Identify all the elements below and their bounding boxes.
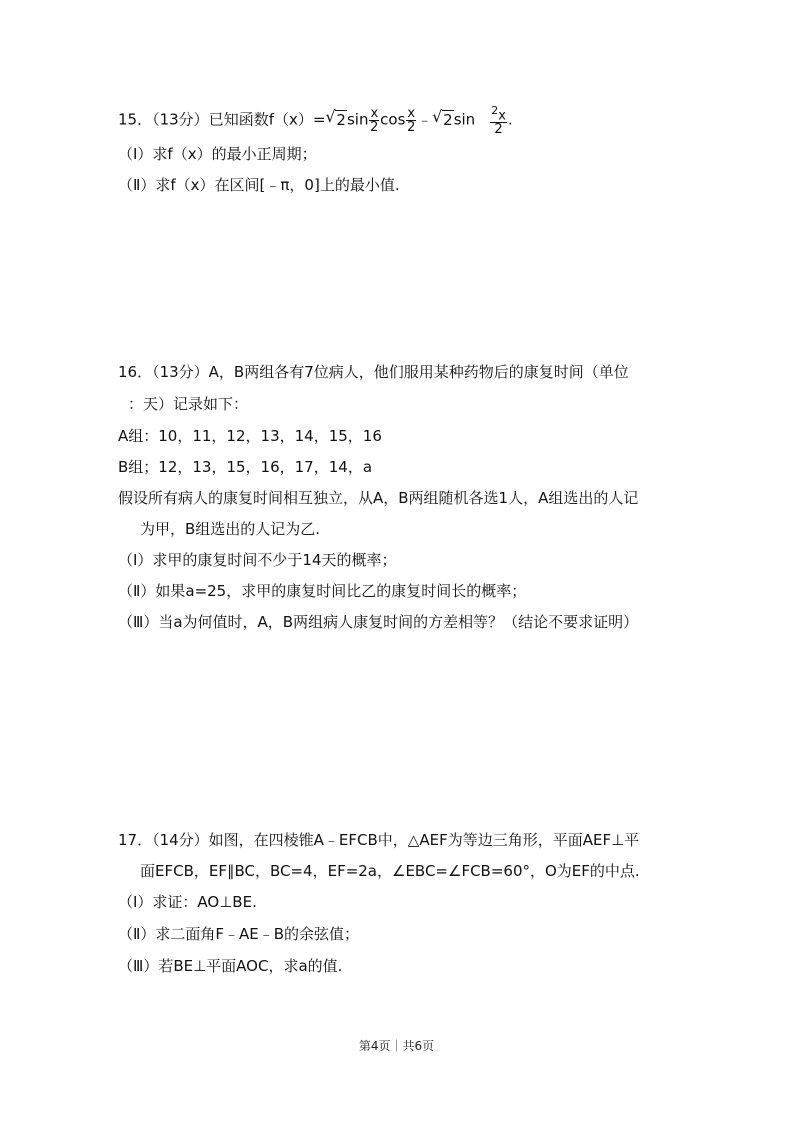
q16-part2: （Ⅱ）如果a=25，求甲的康复时间比乙的康复时间长的概率； bbox=[118, 582, 527, 600]
fraction-x-over-2-c: $\frac{^2x}{2}$ bbox=[491, 104, 506, 138]
q15-stem bbox=[118, 104, 513, 136]
fraction-x-over-2-a: $\frac{x}{2}$ bbox=[370, 105, 379, 135]
q17-part3: （Ⅲ）若BE⊥平面AOC，求a的值. bbox=[118, 957, 343, 975]
q15-intro: 已知函数f（x）= bbox=[208, 110, 326, 129]
q16-assume1: 假设所有病人的康复时间相互独立，从A，B两组随机各选1人，A组选出的人记 bbox=[118, 489, 639, 507]
q15-number: 15． bbox=[118, 110, 153, 129]
q16-line1: 16．（13分）A，B两组各有7位病人，他们服用某种药物后的康复时间（单位 bbox=[118, 363, 629, 381]
sqrt-2-b: √ 2 bbox=[432, 106, 453, 129]
sin-b: sin bbox=[453, 110, 476, 129]
q16-line2: ：天）记录如下： bbox=[128, 395, 249, 413]
sin-a: sin bbox=[346, 110, 369, 129]
sqrt-2-a: √ 2 bbox=[325, 106, 346, 129]
q15-part2: （Ⅱ）求f（x）在区间[﹣π，0]上的最小值. bbox=[118, 176, 400, 194]
q15-score: （13分） bbox=[152, 110, 209, 129]
q17-part1: （Ⅰ）求证：AO⊥BE. bbox=[118, 893, 257, 911]
q17-part2: （Ⅱ）求二面角F﹣AE﹣B的余弦值； bbox=[118, 925, 360, 943]
q16-assume2: 为甲，B组选出的人记为乙. bbox=[140, 520, 321, 538]
minus-sign: ﹣ bbox=[417, 110, 433, 129]
q15-end: . bbox=[507, 110, 513, 129]
q16-groupB: B组；12，13，15，16，17，14，a bbox=[118, 458, 373, 476]
q17-line1: 17．（14分）如图，在四棱锥A﹣EFCB中，△AEF为等边三角形，平面AEF⊥平 bbox=[118, 831, 640, 849]
q16-part3: （Ⅲ）当a为何值时，A，B两组病人康复时间的方差相等？（结论不要求证明） bbox=[118, 613, 639, 631]
cos: cos bbox=[380, 110, 406, 129]
page-footer: 第4页｜共6页 bbox=[358, 1039, 435, 1053]
fraction-x-over-2-b: $\frac{x}{2}$ bbox=[407, 105, 416, 135]
q15-part1: （Ⅰ）求f（x）的最小正周期； bbox=[118, 145, 317, 163]
q17-line2: 面EFCB，EF∥BC，BC=4，EF=2a，∠EBC=∠FCB=60°，O为EF的中点. bbox=[140, 862, 640, 880]
q16-groupA: A组：10，11，12，13，14，15，16 bbox=[118, 427, 382, 445]
q16-part1: （Ⅰ）求甲的康复时间不少于14天的概率； bbox=[118, 551, 397, 569]
